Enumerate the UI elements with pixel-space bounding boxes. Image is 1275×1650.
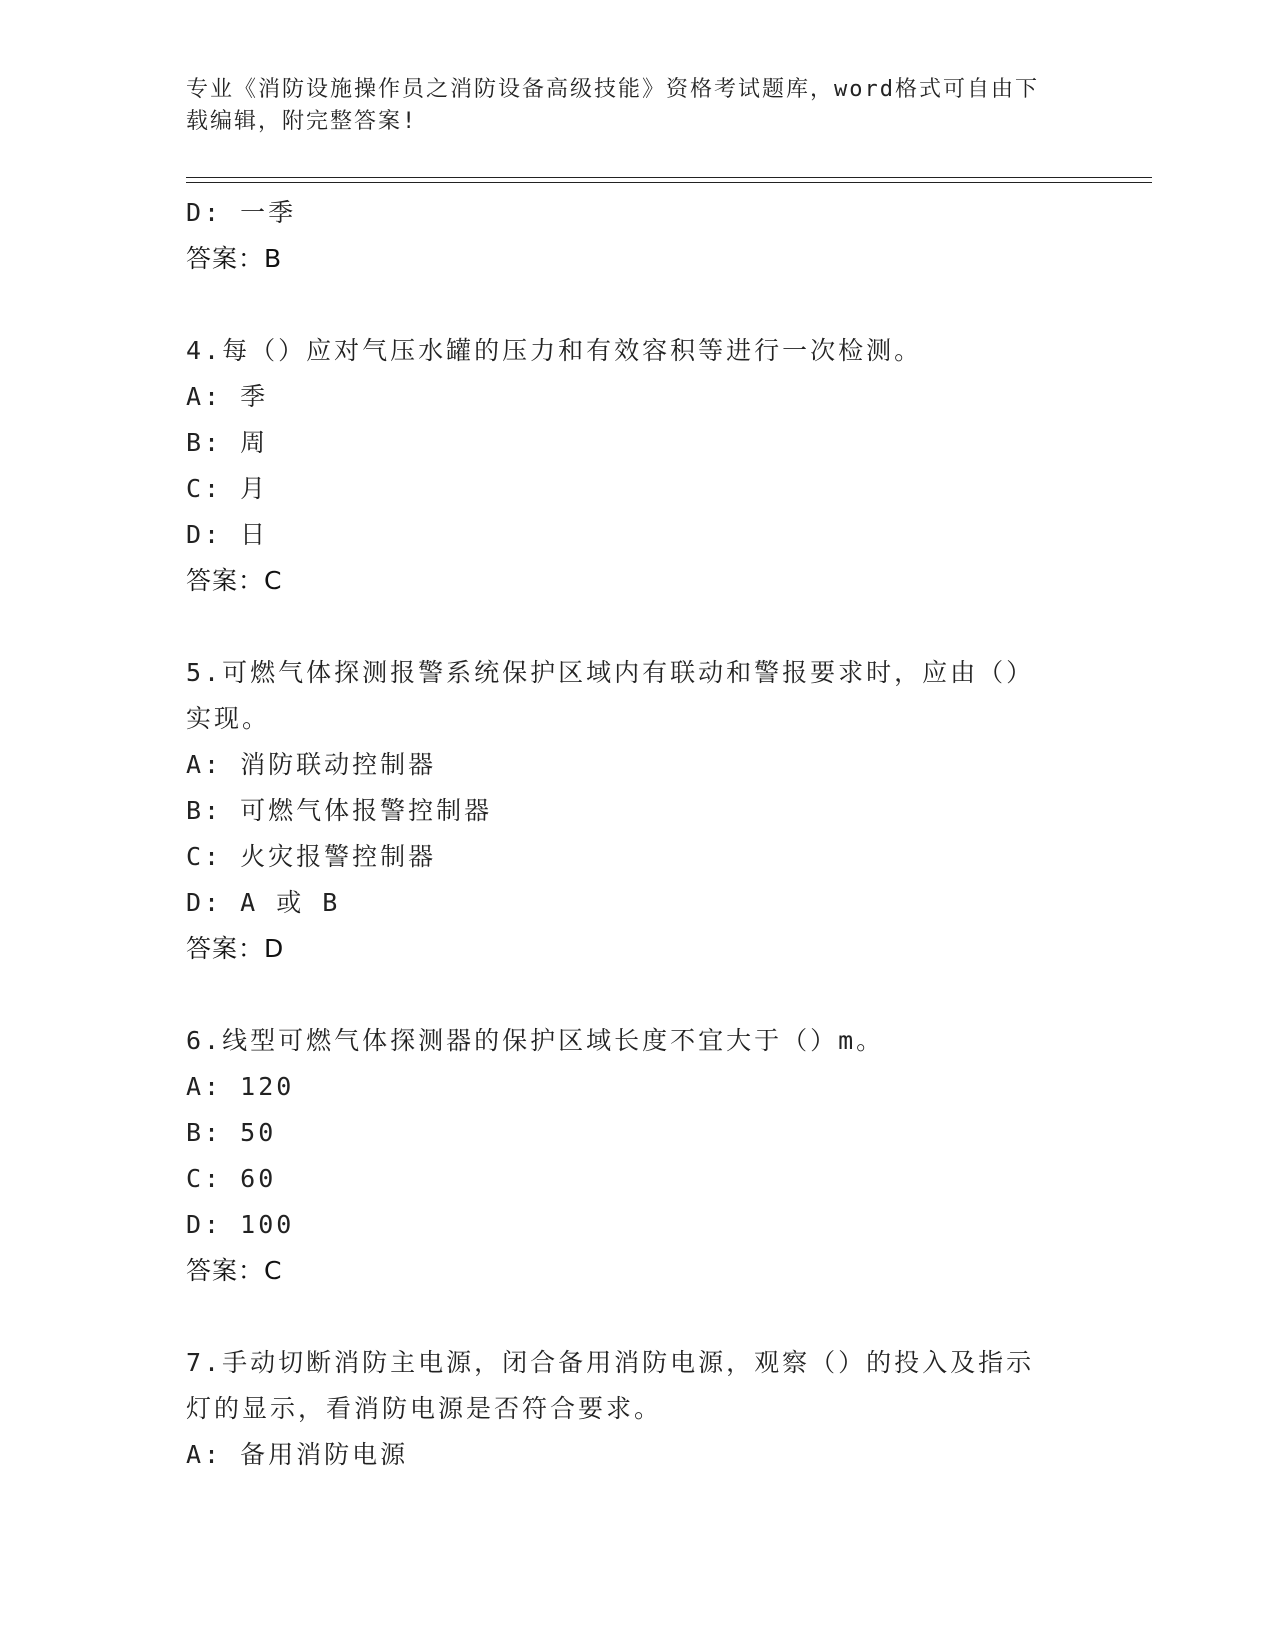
option-c: C: 60 xyxy=(186,1164,277,1193)
question-5 xyxy=(186,650,1086,972)
option-a: A: 备用消防电源 xyxy=(186,1440,409,1469)
question-stem: 4.每（）应对气压水罐的压力和有效容积等进行一次检测。 xyxy=(186,336,923,365)
question-7 xyxy=(186,1340,1086,1478)
option-b: B: 周 xyxy=(186,428,269,457)
question-stem-line-1: 5.可燃气体探测报警系统保护区域内有联动和警报要求时，应由（） xyxy=(186,658,1035,687)
option-d: D: A 或 B xyxy=(186,888,341,917)
option-d: D: 100 xyxy=(186,1210,295,1239)
option-c: C: 月 xyxy=(186,474,269,503)
question-stem-line-2: 灯的显示，看消防电源是否符合要求。 xyxy=(186,1394,663,1423)
option-b: B: 可燃气体报警控制器 xyxy=(186,796,493,825)
question-list xyxy=(186,190,1086,1478)
question-stem-line-1: 7.手动切断消防主电源，闭合备用消防电源，观察（）的投入及指示 xyxy=(186,1348,1035,1377)
option-b: B: 50 xyxy=(186,1118,277,1147)
answer-line: 答案：B xyxy=(186,244,283,273)
header-divider-bottom xyxy=(186,182,1152,183)
answer-line: 答案：C xyxy=(186,1256,283,1285)
document-header xyxy=(186,74,1066,138)
answer-line: 答案：C xyxy=(186,566,283,595)
option-a: A: 消防联动控制器 xyxy=(186,750,437,779)
question-6 xyxy=(186,1018,1086,1294)
option-c: C: 火灾报警控制器 xyxy=(186,842,437,871)
header-line-1: 专业《消防设施操作员之消防设备高级技能》资格考试题库，word格式可自由下 xyxy=(186,77,1039,102)
question-stem: 6.线型可燃气体探测器的保护区域长度不宜大于（）m。 xyxy=(186,1026,885,1055)
option-a: A: 120 xyxy=(186,1072,295,1101)
question-4 xyxy=(186,328,1086,604)
header-line-2: 载编辑，附完整答案! xyxy=(186,109,418,134)
option-d: D: 一季 xyxy=(186,198,297,227)
header-divider-top xyxy=(186,177,1152,178)
question-stem-line-2: 实现。 xyxy=(186,704,271,733)
option-a: A: 季 xyxy=(186,382,269,411)
option-d: D: 日 xyxy=(186,520,269,549)
answer-line: 答案：D xyxy=(186,934,285,963)
